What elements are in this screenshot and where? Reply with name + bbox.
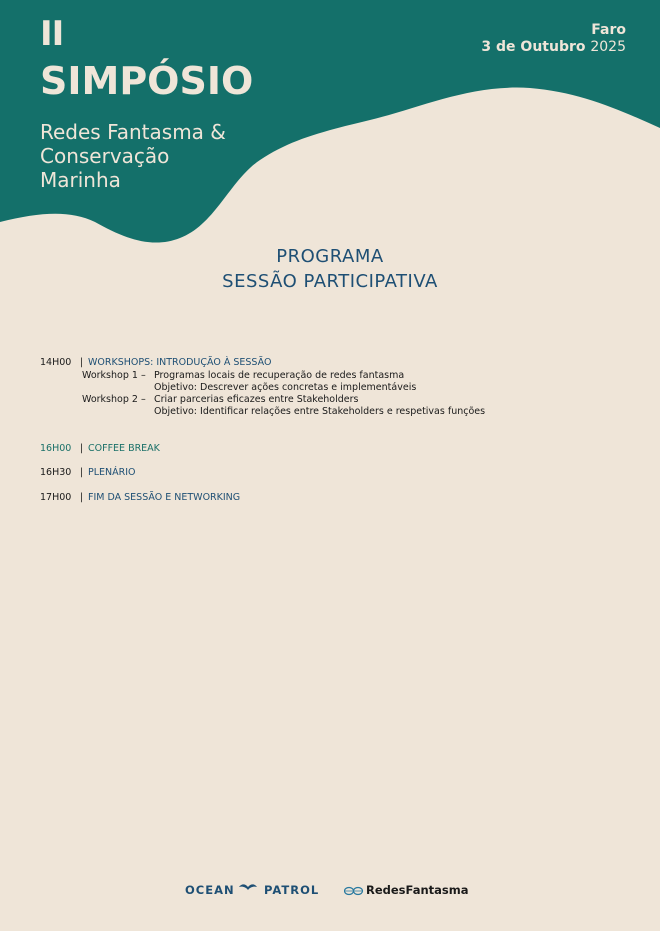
agenda-label: FIM DA SESSÃO E NETWORKING — [88, 492, 241, 503]
program-title — [0, 244, 660, 294]
ocean-patrol-logo-right: PATROL — [264, 883, 320, 897]
whale-tail-icon — [238, 881, 258, 899]
symposium-title: SIMPÓSIO — [40, 59, 254, 103]
agenda-label: PLENÁRIO — [88, 467, 136, 478]
agenda-item — [40, 467, 136, 478]
ocean-patrol-logo-left: OCEAN — [185, 883, 235, 897]
event-city: Faro — [591, 22, 626, 38]
net-icon — [344, 886, 364, 896]
redes-fantasma-text: RedesFantasma — [366, 883, 469, 897]
redes-fantasma-logo — [344, 883, 469, 897]
workshop-2-objective: Objetivo: Identificar relações entre Stakeholders e respetivas funções — [154, 406, 486, 417]
workshop-1-objective: Objetivo: Descrever ações concretas e implementáveis — [154, 382, 417, 393]
footer-logos — [0, 883, 660, 903]
agenda-time: 16H30 — [40, 467, 72, 478]
agenda-separator: | — [80, 492, 84, 503]
event-date-year: 2025 — [590, 39, 626, 55]
program-title-line-1: PROGRAMA — [276, 246, 384, 267]
agenda-separator: | — [80, 443, 84, 454]
agenda-item — [40, 443, 160, 454]
event-date — [481, 39, 626, 56]
program-title-line-2: SESSÃO PARTICIPATIVA — [222, 271, 438, 292]
subtitle-line-1: Redes Fantasma & — [40, 120, 226, 144]
agenda-time: 16H00 — [40, 443, 72, 454]
workshop-1-name: Workshop 1 – — [82, 370, 146, 381]
subtitle-line-3: Marinha — [40, 168, 121, 192]
event-place-date — [481, 22, 626, 56]
workshop-1-topic: Programas locais de recuperação de redes fantasma — [154, 370, 405, 381]
event-date-day: 3 de Outubro — [481, 39, 586, 55]
agenda-separator: | — [80, 357, 84, 368]
agenda-item — [40, 492, 240, 503]
symposium-subtitle — [40, 120, 340, 192]
agenda-label: WORKSHOPS: INTRODUÇÃO À SESSÃO — [88, 357, 272, 368]
subtitle-line-2: Conservação — [40, 144, 170, 168]
agenda-label: COFFEE BREAK — [88, 443, 160, 454]
agenda-item — [40, 357, 271, 368]
agenda-separator: | — [80, 467, 84, 478]
agenda-time: 17H00 — [40, 492, 72, 503]
agenda-time: 14H00 — [40, 357, 72, 368]
workshop-2-topic: Criar parcerias eficazes entre Stakeholders — [154, 394, 359, 405]
workshop-2-name: Workshop 2 – — [82, 394, 146, 405]
edition-number: II — [40, 14, 64, 54]
